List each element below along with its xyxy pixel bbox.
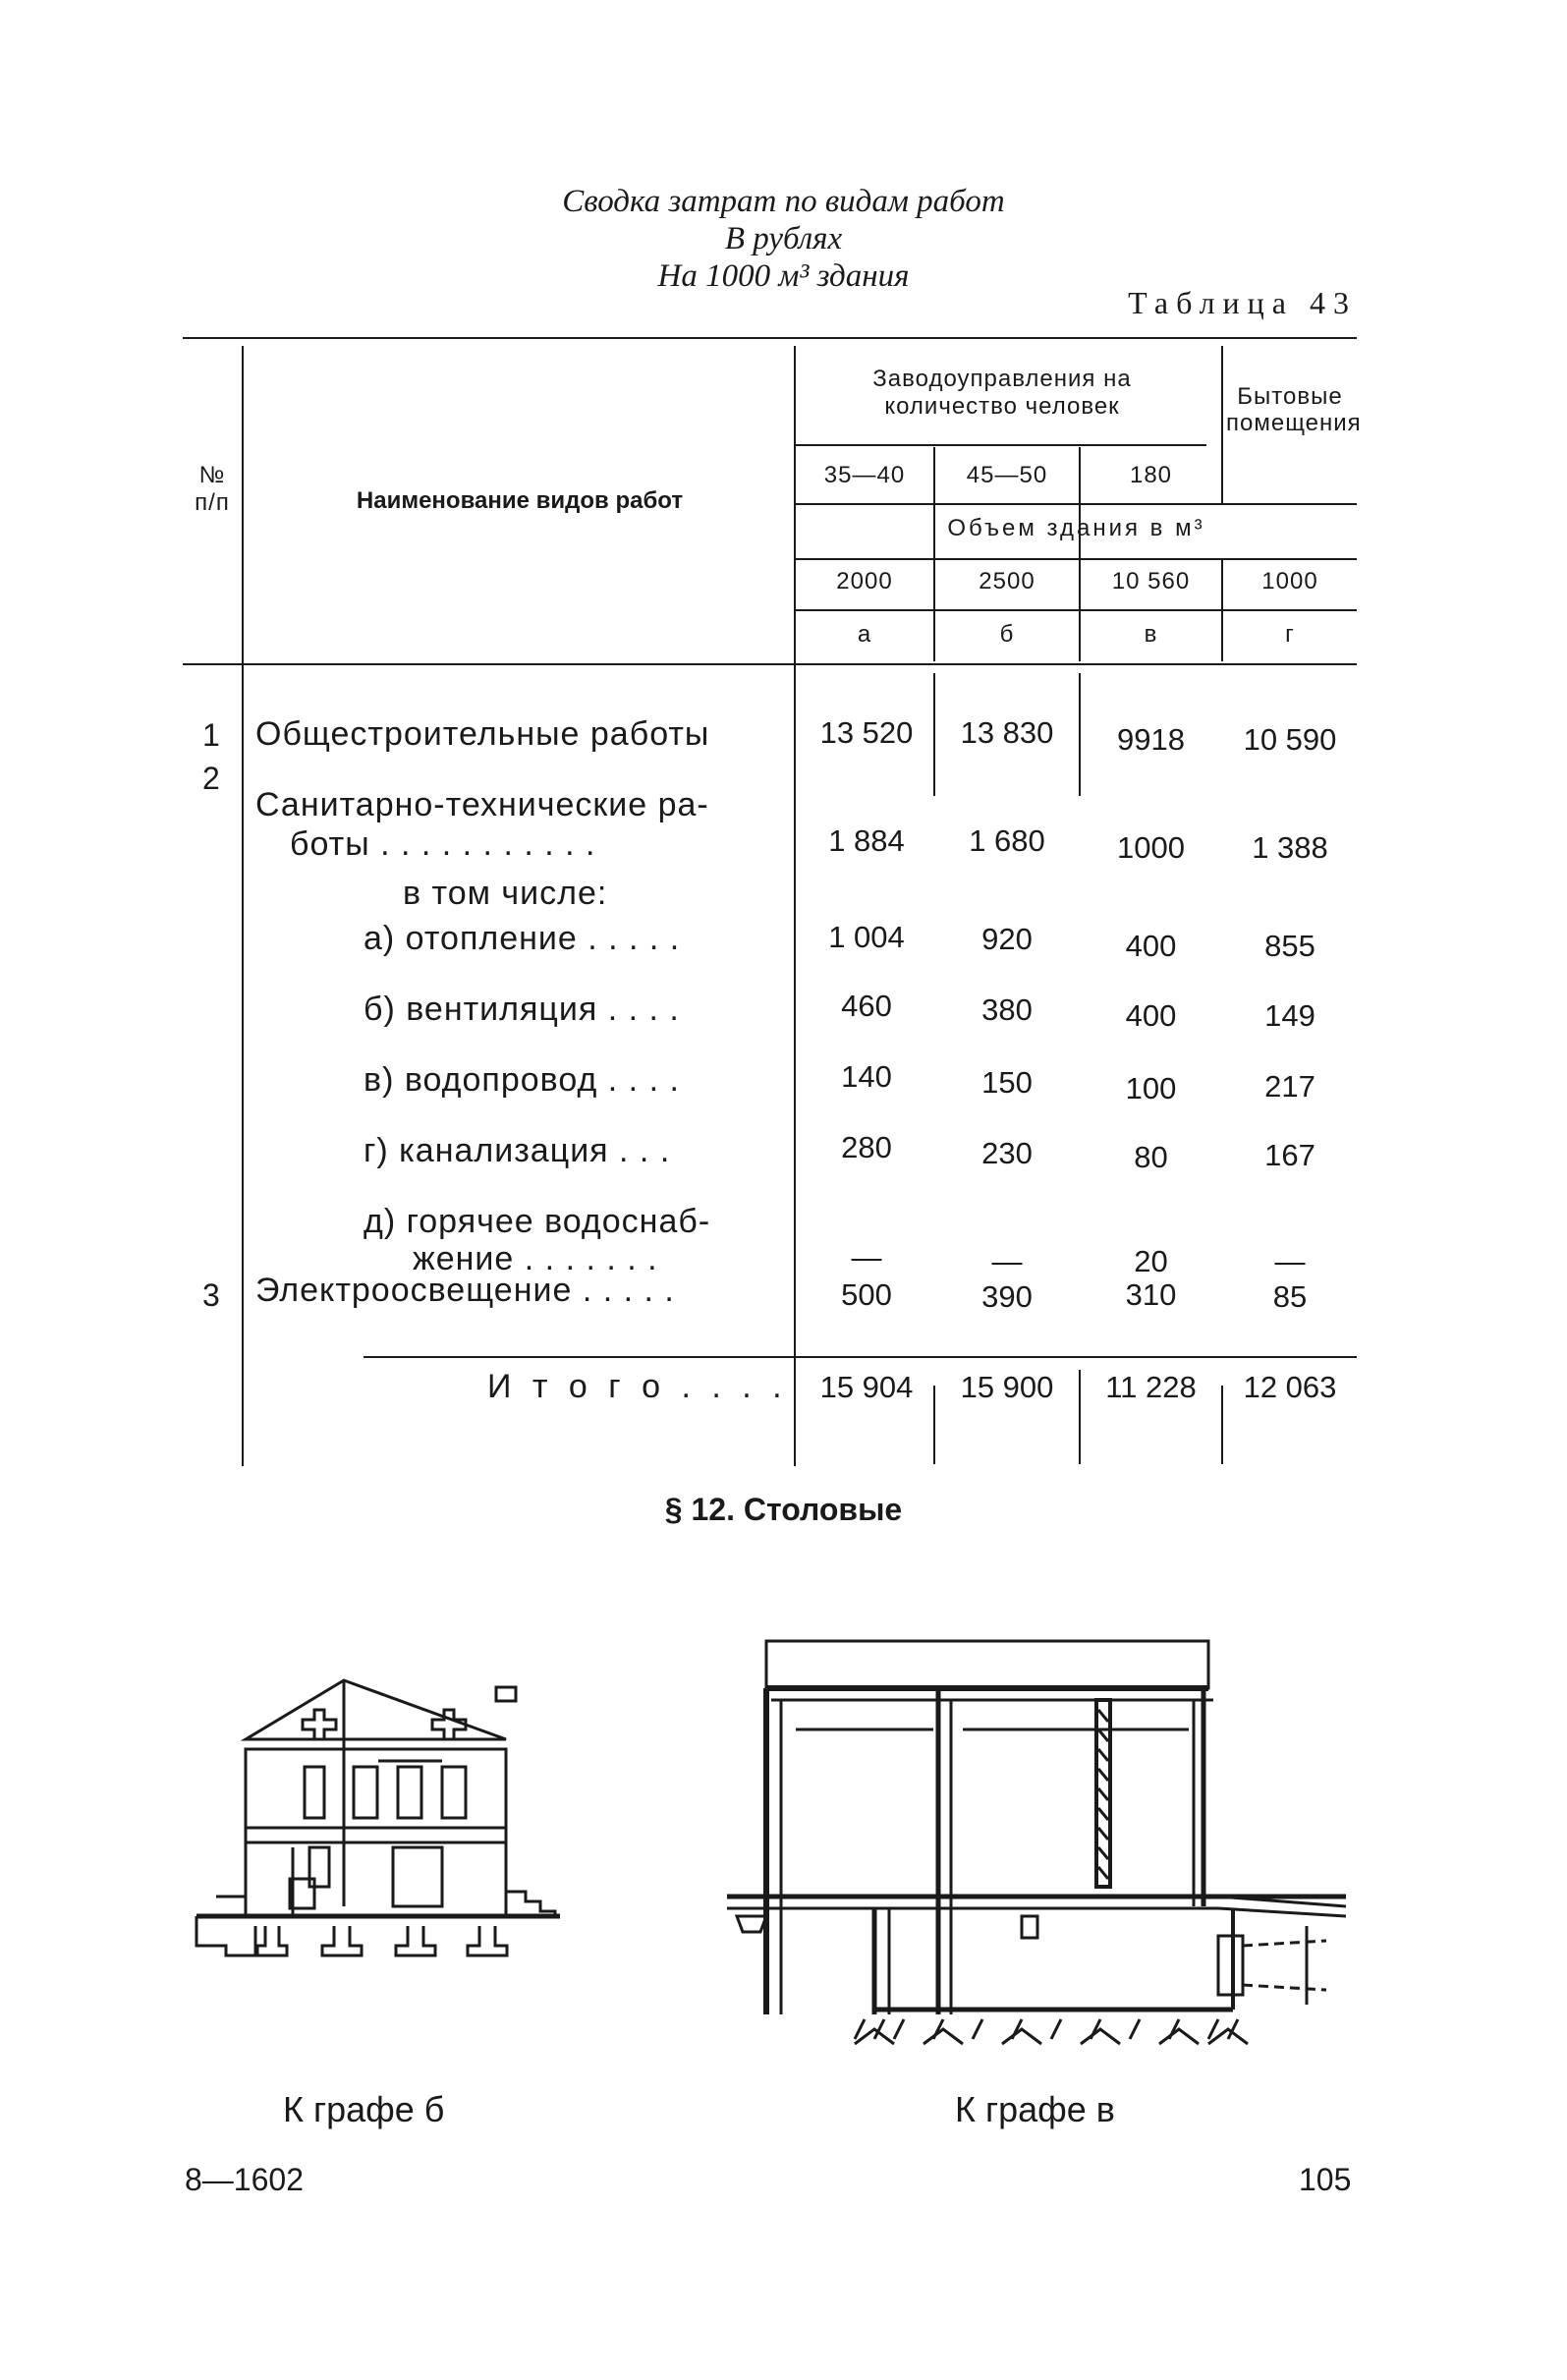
- value-cell: 100: [1125, 1071, 1177, 1105]
- value-cell: 20: [1134, 1244, 1168, 1278]
- header-people-1: 35—40: [823, 462, 906, 488]
- footer-signature: 8—1602: [185, 2162, 304, 2197]
- value-cell: 13 830: [960, 715, 1054, 750]
- value-cell: 1 680: [969, 823, 1045, 858]
- table-label: Таблица 43: [1128, 285, 1357, 320]
- total-label: И т о г о . . . .: [487, 1368, 788, 1405]
- value-cell: 380: [981, 992, 1033, 1027]
- total-value: 15 904: [819, 1370, 914, 1404]
- total-value: 12 063: [1243, 1370, 1337, 1404]
- row-name-continued: жение . . . . . . .: [413, 1240, 658, 1277]
- row-name: д) горячее водоснаб-: [364, 1203, 711, 1240]
- value-cell: 280: [841, 1130, 892, 1164]
- col-divider-name: [794, 346, 796, 1466]
- value-cell: 140: [841, 1059, 892, 1094]
- value-cell: 1000: [1117, 830, 1185, 865]
- value-cell: 1 388: [1252, 830, 1328, 865]
- header-letter-a: а: [857, 621, 872, 648]
- value-cell: —: [1274, 1244, 1306, 1278]
- page-number: 105: [1299, 2162, 1352, 2197]
- value-cell: 13 520: [819, 715, 914, 750]
- header-volume-3: 10 560: [1111, 568, 1191, 595]
- value-cell: 390: [981, 1279, 1033, 1314]
- row-name: в том числе:: [403, 875, 608, 912]
- title-line-3: На 1000 м³ здания: [657, 258, 910, 294]
- value-cell: 920: [981, 922, 1033, 956]
- row-name: а) отопление . . . . .: [364, 920, 681, 957]
- value-cell: 10 590: [1243, 722, 1337, 757]
- title-line-1: Сводка затрат по видам работ: [562, 184, 1005, 219]
- row-name-continued: боты . . . . . . . . . . .: [290, 825, 596, 863]
- row-num: 3: [202, 1277, 220, 1313]
- rule-under-volume-label: [796, 558, 1357, 560]
- value-cell: —: [851, 1240, 882, 1275]
- building-facade-drawing: [187, 1671, 599, 2005]
- total-value: 15 900: [960, 1370, 1054, 1404]
- total-rule: [364, 1356, 1357, 1358]
- value-cell: 167: [1264, 1138, 1315, 1172]
- caption-left: К графе б: [283, 2089, 445, 2129]
- row-name: Электроосвещение . . . . .: [255, 1272, 675, 1309]
- rule-under-people: [796, 503, 1357, 505]
- header-people-2: 45—50: [966, 462, 1048, 488]
- table-top-rule: [183, 337, 1357, 339]
- row-num: 2: [202, 761, 220, 796]
- section-title: § 12. Столовые: [664, 1492, 903, 1527]
- value-cell: 9918: [1117, 722, 1185, 757]
- col-divider-c-header-top: [1221, 346, 1223, 503]
- header-name: Наименование видов работ: [356, 487, 684, 514]
- rule-under-volumes: [796, 609, 1357, 611]
- value-cell: 217: [1264, 1069, 1315, 1104]
- row-num: 1: [202, 717, 220, 753]
- header-group: Заводоуправления на количество человек: [872, 366, 1132, 420]
- value-cell: 80: [1134, 1140, 1168, 1174]
- header-people-3: 180: [1129, 462, 1173, 488]
- row-name: Общестроительные работы: [255, 715, 710, 753]
- caption-right: К графе в: [955, 2089, 1115, 2129]
- building-section-drawing: [727, 1631, 1361, 2064]
- value-cell: 855: [1264, 929, 1315, 963]
- row-name: г) канализация . . .: [364, 1132, 671, 1169]
- col-divider-num: [242, 346, 244, 1466]
- header-volume-1: 2000: [836, 568, 893, 595]
- header-letter-c: в: [1144, 621, 1158, 648]
- value-cell: 150: [981, 1065, 1033, 1100]
- rule-under-group: [796, 444, 1206, 446]
- header-volume-2: 2500: [979, 568, 1035, 595]
- value-cell: 85: [1272, 1279, 1308, 1314]
- value-cell: 1 004: [828, 920, 905, 954]
- value-cell: 310: [1125, 1277, 1177, 1312]
- header-domestic: Бытовые помещения: [1226, 383, 1362, 436]
- value-cell: 460: [841, 989, 892, 1023]
- value-cell: 400: [1125, 929, 1177, 963]
- header-num: № п/п: [195, 462, 230, 516]
- row-name: в) водопровод . . . .: [364, 1061, 680, 1099]
- header-volume-label: Объем здания в м³: [947, 515, 1205, 541]
- value-cell: 500: [841, 1277, 892, 1312]
- header-letter-b: б: [999, 621, 1015, 648]
- value-cell: 400: [1125, 998, 1177, 1033]
- value-cell: 149: [1264, 998, 1315, 1033]
- value-cell: 230: [981, 1136, 1033, 1170]
- header-letter-d: г: [1285, 621, 1295, 648]
- value-cell: 1 884: [828, 823, 905, 858]
- total-value: 11 228: [1105, 1370, 1197, 1404]
- header-volume-4: 1000: [1261, 568, 1318, 595]
- header-bottom-rule: [183, 663, 1357, 665]
- title-line-2: В рублях: [724, 221, 843, 256]
- row-name: Санитарно-технические ра-: [255, 786, 709, 823]
- row-name: б) вентиляция . . . .: [364, 991, 680, 1028]
- value-cell: —: [991, 1244, 1023, 1278]
